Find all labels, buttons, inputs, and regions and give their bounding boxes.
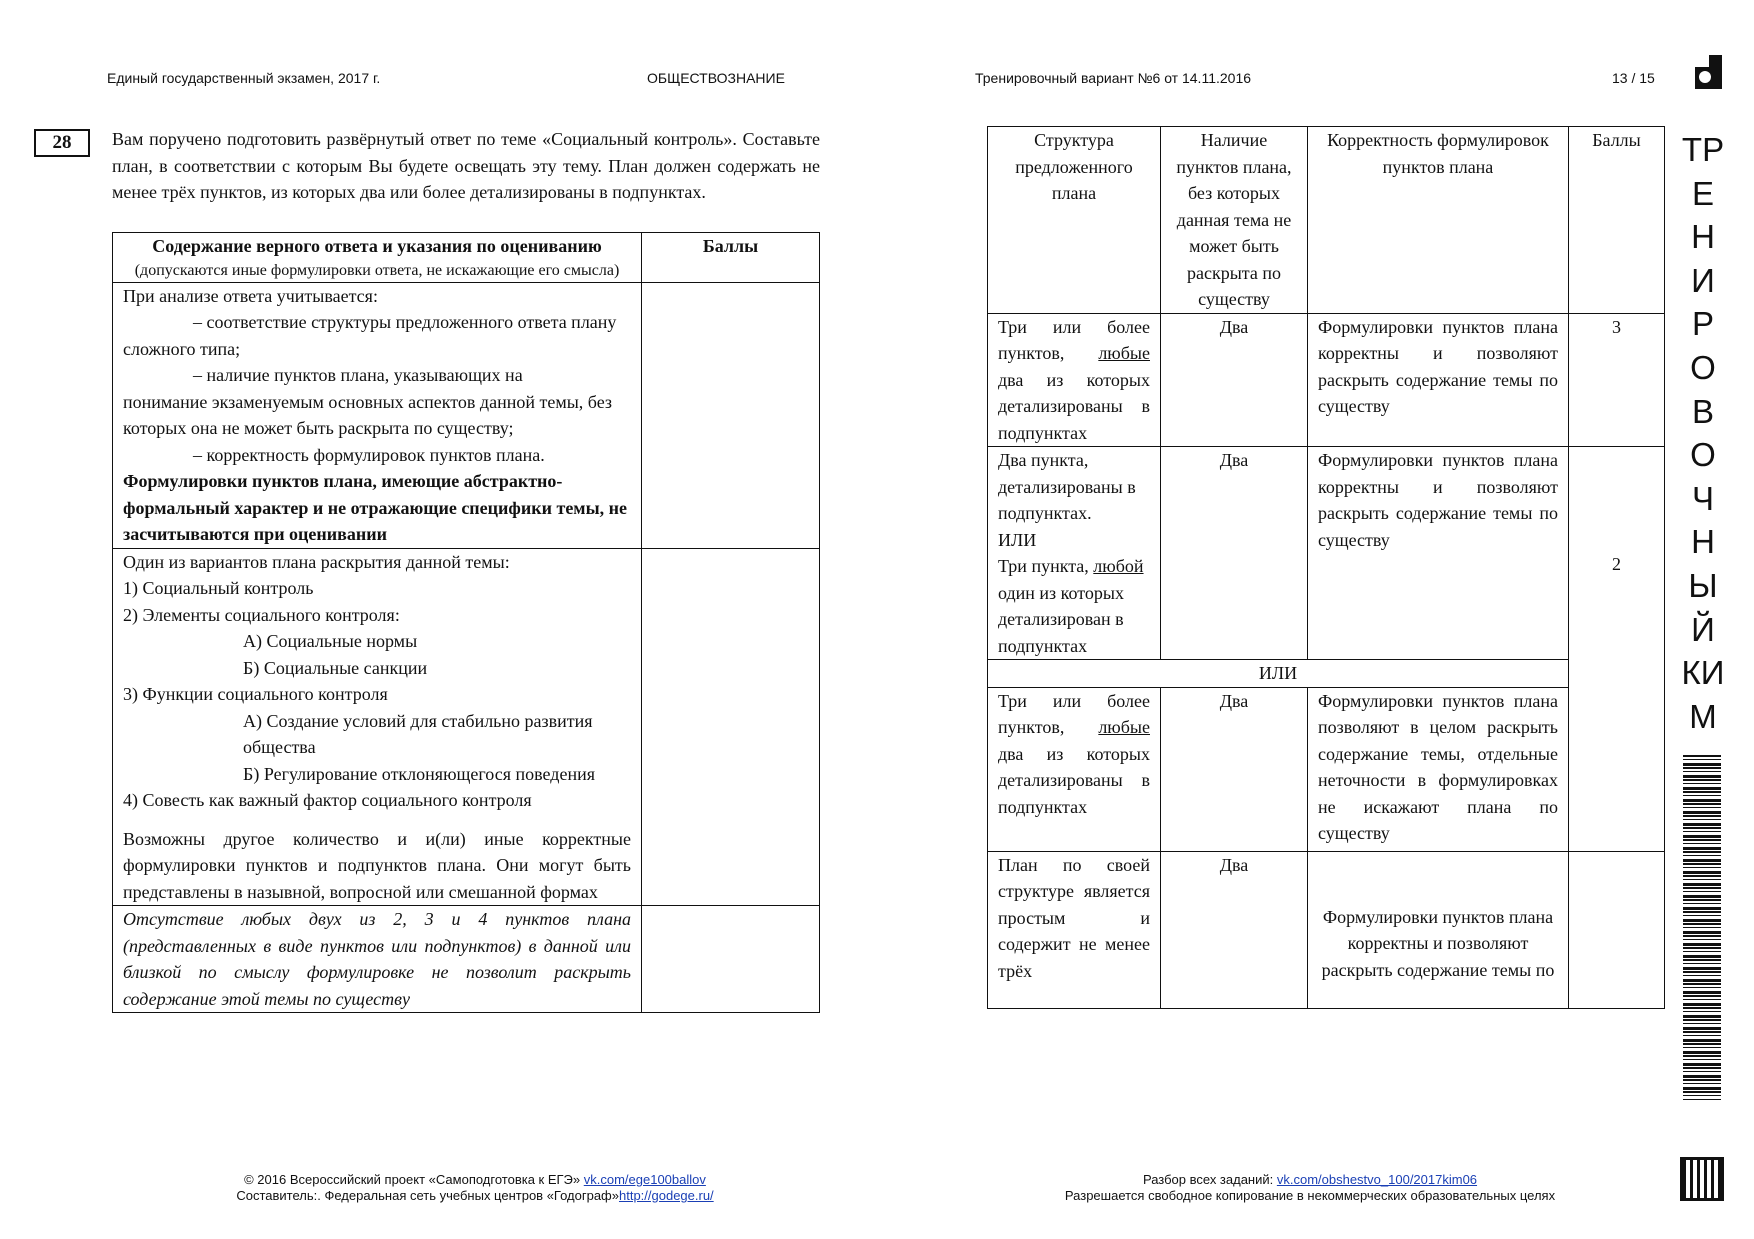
page-number: 13 / 15 (1612, 70, 1655, 86)
criteria-header-title: Содержание верного ответа и указания по оцениванию (152, 236, 602, 256)
row2-correctness: Формулировки пунктов плана корректны и позволяют раскрыть содержание темы по существу (1308, 447, 1569, 660)
exam-title: Единый государственный экзамен, 2017 г. (107, 70, 381, 86)
criteria-analysis-cell (113, 282, 642, 548)
row1-presence: Два (1161, 313, 1308, 447)
question-text: Вам поручено подготовить развёрнутый ответ по теме «Социальный контроль». Составьте план, в соответствии с которым Вы будете освещать эту тему. План должен содержать не менее трёх пунктов, из которых два или более детализированы в подпунктах. (112, 129, 820, 202)
empty-score-cell (642, 906, 820, 1013)
analysis-item-2a: – наличие пунктов плана, указывающих на (193, 365, 523, 385)
side-watermark: ТР Е Н И Р О В О Ч Н Ы Й КИ М (1681, 131, 1725, 735)
header-presence: Наличие пунктов плана, без которых данная тема не может быть раскрыта по существу (1161, 127, 1308, 314)
plan-item: 2) Элементы социального контроля: (123, 604, 400, 625)
row1-score: 3 (1569, 313, 1665, 447)
analysis-item-3: – корректность формулировок пунктов плана. (193, 444, 545, 465)
question-number: 28 (34, 129, 90, 157)
row3-structure: Три или более пунктов, любые два из которых детализированы в подпунктах (988, 687, 1161, 851)
plan-subitem: А) Создание условий для стабильно развития общества (243, 710, 593, 757)
row2-score: 2 (1569, 447, 1665, 852)
corner-marker-icon (1695, 55, 1722, 89)
plan-intro: Один из вариантов плана раскрытия данной темы: (123, 551, 510, 572)
empty-score-cell (642, 282, 820, 548)
criteria-table (112, 232, 820, 1013)
subject-title: ОБЩЕСТВОЗНАНИЕ (647, 70, 785, 86)
criteria-header-cell (113, 233, 642, 283)
criteria-plan-cell (113, 548, 642, 906)
row4-score (1569, 851, 1665, 1008)
scoring-or-row (988, 660, 1665, 688)
variant-title: Тренировочный вариант №6 от 14.11.2016 (975, 70, 1252, 86)
row4-correctness: Формулировки пунктов плана корректны и позволяют раскрыть содержание темы по (1308, 851, 1569, 1008)
plan-item: 1) Социальный контроль (123, 578, 314, 598)
bold-note: Формулировки пунктов плана, имеющие абстрактно-формальный характер и не отражающие специфики темы, не засчитываются при оценивании (123, 471, 627, 544)
plan-other-note: Возможны другое количество и и(ли) иные корректные формулировки пунктов и подпунктов плана. Они могут быть представлены в назывной, вопросной или смешанной формах (123, 828, 631, 902)
criteria-plan-row (113, 548, 820, 906)
row3-presence: Два (1161, 687, 1308, 851)
footer-link-analysis[interactable]: vk.com/obshestvo_100/2017kim06 (1276, 1172, 1478, 1187)
row4-presence: Два (1161, 851, 1308, 1008)
scoring-row-simple-plan (988, 851, 1665, 1008)
plan-subitem: А) Социальные нормы (243, 631, 418, 651)
criteria-score-header: Баллы (642, 233, 820, 283)
analysis-intro: При анализе ответа учитывается: (123, 285, 378, 306)
scoring-header-row (988, 127, 1665, 314)
row3-correctness: Формулировки пунктов плана позволяют в целом раскрыть содержание темы, отдельные неточности в формулировках не искажают плана по существу (1308, 687, 1569, 851)
or-separator: ИЛИ (988, 660, 1569, 688)
footer-right: Разбор всех заданий: vk.com/obshestvo_100/2017kim06 Разрешается свободное копирование в некоммерческих образовательных целях (1064, 1172, 1556, 1203)
plan-item: 4) Совесть как важный фактор социального контроля (123, 790, 532, 810)
plan-subitem: Б) Регулирование отклоняющегося поведения (243, 763, 595, 784)
header-score: Баллы (1569, 127, 1665, 314)
row4-structure: План по своей структуре является простым и содержит не менее трёх (988, 851, 1161, 1008)
row2-structure: Два пункта, детализированы в подпунктах. ИЛИ Три пункта, любой один из которых детализирован в подпунктах (988, 447, 1161, 660)
scoring-row-2pts-a (988, 447, 1665, 660)
barcode-icon (1683, 755, 1721, 1100)
plan-subitem: Б) Социальные санкции (243, 657, 428, 678)
footer-link-godege[interactable]: http://godege.ru/ (618, 1188, 714, 1203)
row1-structure: Три или более пунктов, любые два из которых детализированы в подпунктах (988, 313, 1161, 447)
empty-score-cell (642, 548, 820, 906)
header-correctness: Корректность формулировок пунктов плана (1308, 127, 1569, 314)
criteria-absence-row (113, 906, 820, 1013)
absence-note: Отсутствие любых двух из 2, 3 и 4 пунктов плана (представленных в виде пунктов или подпунктов) в данной или близкой по смыслу формулировке не позволит раскрыть содержание этой темы по существу (113, 906, 642, 1013)
scoring-row-2pts-b (988, 687, 1665, 851)
criteria-header-row (113, 233, 820, 283)
criteria-header-note: (допускаются иные формулировки ответа, не искажающие его смысла) (134, 261, 620, 279)
row1-correctness: Формулировки пунктов плана корректны и позволяют раскрыть содержание темы по существу (1308, 313, 1569, 447)
plan-item: 3) Функции социального контроля (123, 684, 388, 704)
scoring-row-3pts (988, 313, 1665, 447)
footer-left: © 2016 Всероссийский проект «Самоподготовка к ЕГЭ» vk.com/ege100ballov Составитель:. Федеральная сеть учебных центров «Годограф»http://godege.ru/ (236, 1172, 714, 1203)
row2-presence: Два (1161, 447, 1308, 660)
footer-link-vk[interactable]: vk.com/ege100ballov (583, 1172, 706, 1187)
analysis-item-1b: сложного типа; (123, 338, 241, 359)
criteria-analysis-row (113, 282, 820, 548)
scoring-table (987, 126, 1665, 1009)
qr-code-icon (1680, 1157, 1724, 1201)
analysis-item-1a: – соответствие структуры предложенного ответа плану (193, 312, 617, 332)
analysis-item-2b: понимание экзаменуемым основных аспектов данной темы, без которых она не может быть раскрыта по существу; (123, 391, 613, 438)
header-structure: Структура предложенного плана (988, 127, 1161, 314)
